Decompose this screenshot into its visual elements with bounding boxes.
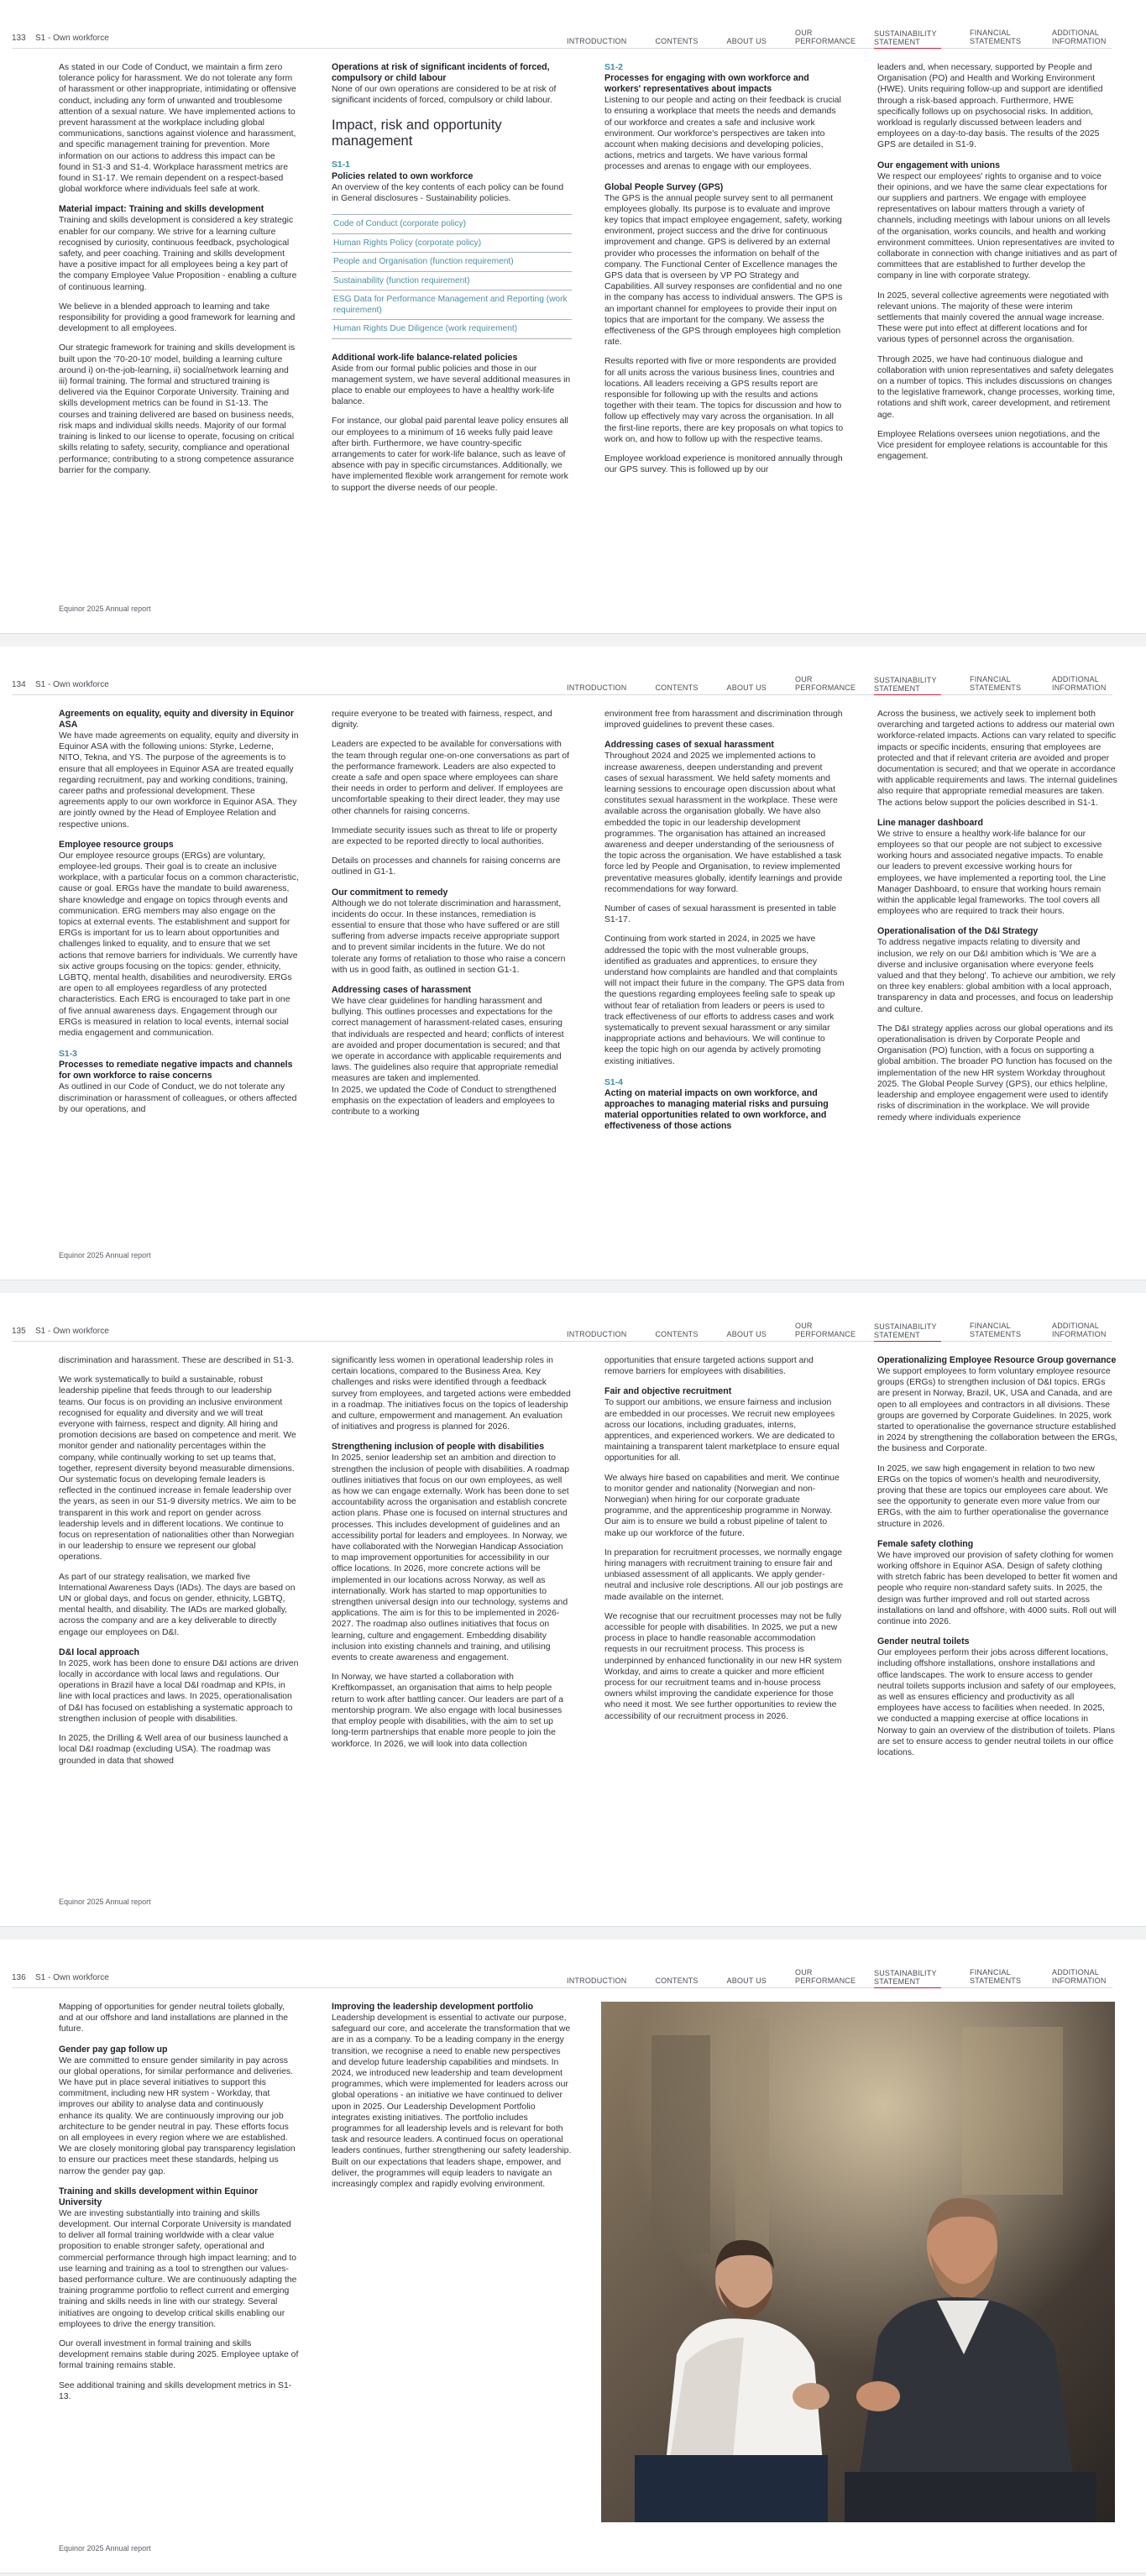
column-2 (332, 709, 572, 1118)
paragraph: In 2025, the Drilling & Well area of our business launched a local D&I roadmap (excluding USA). The roadmap was grounded in data that showed (59, 1734, 289, 1766)
paragraph: We have clear guidelines for handling harassment and bullying. This outlines processes and expectations for the correct management of harassment-related cases, ensuring that individuals are respected and heard; conflicts of interest are avoided and proper documentation is secured; and that we operate in accordance with applicable requirements and laws. The guidelines also require that appropriate remedial measures are taken and implemented. (332, 997, 564, 1084)
subheading: Additional work-life balance-related policies (332, 352, 518, 363)
page-header (12, 27, 1112, 49)
paragraph: Across the business, we actively seek to implement both overarching and targeted actions to address our material own workforce-related impacts. Actions can vary related to specific impacts or specific incidents, ensuring that employees are protected and that if relevant criteria are avoided and proper documentation is secured; and that we operate in accordance with applicable requirements and laws. The internal guidelines also require that appropriate remedial measures are taken. The actions below support the policies described in S1-1. (877, 709, 1117, 808)
nav-introduction[interactable]: INTRODUCTION (567, 1977, 627, 1985)
page-number: 136 (12, 1973, 26, 1982)
paragraph: To support our ambitions, we ensure fairness and inclusion are embedded in our processes. We recruit new employees across our locations, including graduates, interns, apprentices, and experienced workers. We are dedicated to maintaining a transparent talent marketplace to ensure equal opportunities for all. (604, 1398, 840, 1463)
subheading: Policies related to own workforce (332, 170, 474, 181)
column-2 (332, 1355, 572, 1750)
column-1 (59, 1355, 299, 1767)
disclosure-ref: S1-1 (332, 160, 350, 170)
page-footer: Equinor 2025 Annual report (59, 605, 151, 613)
leadership-photo (601, 2002, 1115, 2522)
paragraph: We have improved our provision of safety clothing for women working offshore in Equinor ASA. Design of safety clothing with stretch fabric has been developed to better fit women and people who require non-standard safety suits. In 2025, the design was further improved and roll out started across installations on land and offshore, with 4000 suits. Roll out will continue into 2026. (877, 1550, 1117, 1627)
paragraph: In preparation for recruitment processes, we normally engage hiring managers with recruitment training to ensure fair and unbiased assessment of all applicants. We apply gender-neutral and inclusive role descriptions. All our job postings are made available on the internet. (604, 1547, 844, 1602)
paragraph: We recognise that our recruitment processes may not be fully accessible for people with disabilities. In 2025, we put a new process in place to handle reasonable accommodation requests in our recruitment process. This process is underpinned by enhanced functionality in our new HR system Workday, and aims to create a quicker and more efficient process for our recruitment teams and in-house process owners whilst improving the candidate experience for those who need it most. We see further opportunities to review the accessibility of our recruitment process in 2026. (604, 1611, 842, 1721)
subheading: Improving the leadership development portfolio (332, 2002, 534, 2012)
policy-link[interactable]: Code of Conduct (corporate policy) (332, 214, 572, 234)
subheading: Our commitment to remedy (332, 887, 448, 898)
nav-about-us[interactable]: ABOUT US (726, 1977, 767, 1985)
policy-link[interactable]: People and Organisation (function requirement) (332, 253, 572, 272)
nav-financial-statements[interactable]: FINANCIAL STATEMENTS (970, 1968, 1022, 1985)
paragraph: We always hire based on capabilities and merit. We continue to monitor gender and nationality (Norwegian and non- Norwegian) when hiring for our corporate graduate programme, and the apprenticeship programme in Norway. Our aim is to ensure we build a robust pipeline of talent to make up our workforce of the future. (604, 1473, 840, 1538)
section-heading: Impact, risk and opportunity management (332, 118, 502, 149)
nav-our-performance[interactable]: OUR PERFORMANCE (795, 29, 856, 45)
column-1 (59, 62, 299, 476)
paragraph: Details on processes and channels for raising concerns are outlined in G1-1. (332, 856, 561, 877)
top-nav (538, 27, 1112, 49)
paragraph: require everyone to be treated with fairness, respect, and dignity. (332, 709, 552, 730)
paragraph: environment free from harassment and discrimination through improved guidelines to prevent these cases. (604, 709, 843, 730)
column-1 (59, 2002, 299, 2402)
paragraph: We are investing substantially into training and skills development. Our internal Corporate University is mandated to deliver all formal training worldwide with a clear value proposition to enable stronger safety, operational and commercial performance through high impact learning; and to use learning and training as a tool to strengthen our values-based performance culture. We are continuously adapting the training programme portfolio to reflect current and emerging training and skills needs in line with our strategy. Several initiatives are ongoing to develop critical skills enabling our employees to drive the energy transition. (59, 2208, 297, 2329)
top-nav (538, 1966, 1112, 1988)
nav-our-performance[interactable]: OUR PERFORMANCE (795, 675, 856, 692)
section-label: S1 - Own workforce (35, 1327, 109, 1336)
subheading: Fair and objective recruitment (604, 1386, 732, 1397)
nav-our-performance[interactable]: OUR PERFORMANCE (795, 1968, 856, 1985)
page-number: 134 (12, 680, 26, 689)
page-footer: Equinor 2025 Annual report (59, 1898, 151, 1906)
subheading: Addressing cases of sexual harassment (604, 740, 774, 751)
section-label: S1 - Own workforce (35, 1973, 109, 1982)
photo-two-men-talking (601, 2002, 1115, 2522)
subheading: Operations at risk of significant incidents of forced, compulsory or child labour (332, 62, 550, 83)
paragraph: In 2025, we updated the Code of Conduct to strengthened emphasis on the expectation of leaders and employees to contribute to a working (332, 1085, 557, 1118)
page-number: 135 (12, 1327, 26, 1336)
report-page-135 (0, 1293, 1146, 1927)
nav-additional-information[interactable]: ADDITIONAL INFORMATION (1052, 1968, 1107, 1985)
column-2 (332, 62, 572, 494)
nav-sustainability-statement[interactable]: SUSTAINABILITY STATEMENT (874, 1969, 941, 1988)
paragraph: Employee workload experience is monitored annually through our GPS survey. This is followed up by our (604, 454, 843, 475)
report-page-136 (0, 1940, 1146, 2573)
subheading: Gender neutral toilets (877, 1636, 970, 1647)
subheading: Global People Survey (GPS) (604, 181, 724, 192)
column-4 (877, 62, 1117, 463)
top-nav (538, 673, 1112, 695)
nav-introduction[interactable]: INTRODUCTION (567, 683, 627, 692)
policy-link[interactable]: Human Rights Due Diligence (work requirement) (332, 320, 572, 339)
paragraph: Employee Relations oversees union negotiations, and the Vice president for employee relations is accountable for this engagement. (877, 429, 1108, 462)
paragraph: As outlined in our Code of Conduct, we do not tolerate any discrimination or harassment of colleagues, or others affected by our operations, and (59, 1082, 297, 1114)
report-page-133 (0, 0, 1146, 634)
subheading: Acting on material impacts on own workforce, and approaches to managing material risks and pursuing material opportunities related to own workforce, and effectiveness of those actions (604, 1088, 829, 1132)
page-header (12, 673, 1112, 695)
top-nav (538, 1320, 1112, 1342)
paragraph: Leadership development is essential to activate our purpose, safeguard our core, and accelerate the transformation that we are in as a company. To be a leading company in the energy transition, we recognise a need to enable new perspectives and develop future leadership capabilities and mindsets. In 2024, we introduced new leadership and team development programmes, which were implemented for leaders across our global operations - an initiative we have continued to deliver upon in 2025. Our Leadership Development Portfolio integrates existing initiatives. The portfolio includes programmes for all leadership levels and is relevant for both task and resource leaders. A continued focus on operational leaders continues, further strengthening our safety leadership. Built on our expectations that leaders shape, empower, and deliver, the programmes will equip leaders to navigate an increasingly complex and rapidly evolving environment. (332, 2013, 572, 2190)
paragraph: Although we do not tolerate discrimination and harassment, incidents do occur. In these instances, remediation is essential to ensure that those who have suffered or are still suffering from adverse impacts receive appropriate support and to prevent similar incidents in the future. We do not tolerate any forms of retaliation to those who raise a concern with us in good faith, as outlined in section G1-1. (332, 898, 566, 975)
nav-our-performance[interactable]: OUR PERFORMANCE (795, 1322, 856, 1338)
paragraph: Results reported with five or more respondents are provided for all units across the various business lines, countries and locations. All leaders receiving a GPS results report are responsible for following up with the results and actions together with their team. The topics for discussion and how to follow up effectively may vary across the organisation. In all the first-line reports, there are key proposals on what topics to work on, and how to follow up with the respective teams. (604, 357, 844, 444)
paragraph: Aside from our formal public policies and those in our management system, we have several additional measures in place to enable our employees to have a healthy work-life balance. (332, 364, 571, 407)
page-header (12, 1320, 1112, 1342)
disclosure-ref: S1-2 (604, 63, 623, 72)
paragraph: We strive to ensure a healthy work-life balance for our employees so that our people are not subject to excessive working hours and associated negative impacts. To enable our leaders to prevent excessive working hours for employees, we have implemented a reporting tool, the Line Manager Dashboard, to ensure that working hours remain within the applicable legal frameworks. The tool covers all employees who are required to track their hours. (877, 829, 1107, 917)
paragraph: discrimination and harassment. These are described in S1-3. (59, 1356, 294, 1365)
paragraph: In 2025, we saw high engagement in relation to two new ERGs on the topics of women's health and neurodiversity, proving that these are topics our employees care about. We see the opportunity to generate even more value from our ERGs, with the aim to further operationalise the governance structure in 2026. (877, 1463, 1109, 1529)
nav-about-us[interactable]: ABOUT US (726, 37, 767, 45)
page-number: 133 (12, 34, 26, 43)
policy-link[interactable]: Human Rights Policy (corporate policy) (332, 234, 572, 254)
page-footer: Equinor 2025 Annual report (59, 2544, 151, 2552)
paragraph: Immediate security issues such as threat to life or property are expected to be reported directly to local authorities. (332, 825, 557, 847)
report-page-134 (0, 647, 1146, 1280)
nav-additional-information[interactable]: ADDITIONAL INFORMATION (1052, 29, 1107, 45)
subheading: Processes to remediate negative impacts and channels for own workforce to raise concerns (59, 1060, 293, 1081)
subheading: D&I local approach (59, 1647, 139, 1657)
paragraph: We are committed to ensure gender similarity in pay across our global operations, for similar performance and deliveries. We have put in place several initiatives to support this commitment, including new HR system - Workday, that improves our ability to analyse data and continuously enhance its quality. We are continuously improving our job architecture to be gender neutral in pay. These efforts focus on all employees in every region where we are established. We are closely monitoring global pay transparency legislation to ensure our practices meet these standards, helping us narrow the gender pay gap. (59, 2055, 296, 2176)
nav-about-us[interactable]: ABOUT US (726, 1330, 767, 1338)
subheading: Line manager dashboard (877, 817, 983, 828)
nav-sustainability-statement[interactable]: SUSTAINABILITY STATEMENT (874, 676, 941, 695)
paragraph: As stated in our Code of Conduct, we maintain a firm zero tolerance policy for harassment. We do not tolerate any form of harassment or other inappropriate, intimidating or offensive conduct, including any form of unwanted and troublesome attention of a sexual nature. We have implemented actions to prevent harassment at the workplace including global communications, sanctions against violence and harassment, and specific management training for prevention. More information on our actions to address this impact can be found in S1-3 and S1-4. Workplace harassment metrics are found in S1-17. We remain dependent on a respect-based global workforce where individuals feel safe at work. (59, 63, 296, 195)
paragraph: As part of our strategy realisation, we marked five International Awareness Days (IADs). The days are based on UN or global days, and focus on gender, ethnicity, LGBTQ, mental health, and disability. The IADs are marked globally, across the company and are a key deliverable to directly engage our employees on D&I. (59, 1572, 296, 1637)
subheading: Agreements on equality, equity and diversity in Equinor ASA (59, 709, 294, 730)
nav-introduction[interactable]: INTRODUCTION (567, 37, 627, 45)
paragraph: We support employees to form voluntary employee resource groups (ERGs) to strengthen inclusion of D&I topics. ERGs are present in Norway, Brazil, UK, USA and Canada, and are open to all employees and contractors in all divisions. These groups are governed by Corporate Guidelines. In 2025, work started to operationalise the governance structure established in 2024 by strengthening the collaboration between the ERGs, the business and Corporate. (877, 1367, 1117, 1454)
paragraph: Our overall investment in formal training and skills development remains stable during 2025. Employee uptake of formal training remains stable. (59, 2339, 299, 2371)
paragraph: An overview of the key contents of each policy can be found in General disclosures - Sustainability policies. (332, 182, 564, 203)
column-1 (59, 709, 299, 1115)
column-4 (877, 709, 1117, 1123)
column-4 (877, 1355, 1117, 1758)
paragraph: Listening to our people and acting on their feedback is crucial to ensuring a workplace that meets the needs and demands of our workforce and creates a safe and inclusive work environment. Our workforce's perspectives are taken into account when making decisions and developing policies, actions, metrics and targets. We have various formal processes and arenas to engage with our employees. (604, 96, 841, 172)
paragraph: We believe in a blended approach to learning and take responsibility for providing a good framework for learning and development to all employees. (59, 301, 296, 334)
subheading: Operationalizing Employee Resource Group governance (877, 1355, 1117, 1365)
paragraph: The D&I strategy applies across our global operations and its operationalisation is driven by Corporate People and Organisation (PO) function, with a focus on supporting a global ambition. The broader PO function has focused on the implementation of the new HR system Workday throughout 2025. The Global People Survey (GPS), our ethics helpline, leadership and employee engagement were used to identify risks of discrimination in the workplace. We will provide remedy where individuals experience (877, 1024, 1113, 1123)
nav-sustainability-statement[interactable]: SUSTAINABILITY STATEMENT (874, 29, 941, 49)
policy-link[interactable]: ESG Data for Performance Management and Reporting (work requirement) (332, 291, 572, 320)
subheading: Material impact: Training and skills development (59, 204, 264, 215)
paragraph: Training and skills development is considered a key strategic enabler for our company. We strive for a learning culture recognised by curiosity, continuous feedback, psychological safety, and peer coaching. Training and skills development have a positive impact for all employees being a key part of the company Employee Value Proposition - enabling a culture of continuous learning. (59, 216, 297, 292)
column-3 (604, 62, 845, 476)
paragraph: leaders and, when necessary, supported by People and Organisation (PO) and Health and Working Environment (HWE). Units requiring follow-up and support are identified through a risk-based approach. Furthermore, HWE specifically follows up on psychosocial risks. In addition, workload is regularly discussed between leaders and employees on a day-to-day basis. The results of the 2025 GPS are detailed in S1-9. (877, 63, 1103, 150)
paragraph: In 2025, work has been done to ensure D&I actions are driven locally in accordance with local laws and regulations. Our operations in Brazil have a local D&I roadmap and KPIs, in line with local practices and laws. In 2025, operationalisation of D&I has focused on establishing a systematic approach to strengthen inclusion of people with disabilities. (59, 1658, 299, 1724)
nav-introduction[interactable]: INTRODUCTION (567, 1330, 627, 1338)
subheading: Addressing cases of harassment (332, 985, 472, 996)
subheading: Processes for engaging with own workforce and workers' representatives about impacts (604, 73, 809, 95)
paragraph: Number of cases of sexual harassment is presented in table S1-17. (604, 904, 837, 925)
paragraph: None of our own operations are considered to be at risk of significant incidents of forced, compulsory or child labour. (332, 85, 557, 106)
paragraph: Our strategic framework for training and skills development is built upon the '70-20-10' model, building a learning culture around i) on-the-job-learning, ii) social/network learning and iii) formal training. The formal and structured training is delivered via the Equinor Corporate University. Training and skills development metrics can be found in S1-13. The courses and training delivered are based on business needs, risk maps and individual skills needs. Majority of our formal training is linked to our license to operate, focusing on critical skills relating to safety, security, compliance and operational performance; contributing to a strong competence assurance barrier for the company. (59, 343, 296, 475)
subheading: Employee resource groups (59, 839, 174, 850)
paragraph: We have made agreements on equality, equity and diversity in Equinor ASA with the following unions: Styrke, Lederne, NITO, Tekna, and YS. The purpose of the agreements is to ensure that all employees in Equinor ASA are treated equally regarding recruitment, pay and working conditions, training, career paths and professional development. These agreements apply to our own workforce in Equinor ASA. They are jointly owned by the Head of Employee Relation and respective unions. (59, 731, 299, 830)
disclosure-ref: S1-4 (604, 1077, 623, 1087)
nav-contents[interactable]: CONTENTS (655, 1330, 699, 1338)
paragraph: Through 2025, we have had continuous dialogue and collaboration with union representatives and safety delegates on a number of topics. This includes discussions on changes to the legislative framework, change processes, working time, rotations and shift work, career development, and retirement age. (877, 354, 1115, 420)
paragraph: In 2025, senior leadership set an ambition and direction to strengthen the inclusion of people with disabilities. A roadmap outlines initiatives that focus on our own employees, as well as how we can engage externally. Work has been done to set accountability across the organisation and establish concrete action plans. Phase one is focused on internal structures and processes. This includes development of guidelines and an accessibility portal for leaders and employees. In Norway, we have collaborated with the Norwegian Handicap Association to map improvement opportunities for accessibility in our office locations. In 2026, more concrete actions will be implemented in our locations across Norway, as well as internationally. Work has started to map opportunities to strengthen universal design into our technology, systems and applications. The aim is for this to be implemented in 2026-2027. The roadmap also outlines initiatives that focus on learning, culture and engagement. Embedding disability inclusion into existing channels and training, and utilising events to create awareness and engagement. (332, 1453, 570, 1663)
column-2 (332, 2002, 572, 2190)
paragraph: In Norway, we have started a collaboration with Kreftkompasset, an organisation that aims to help people return to work after battling cancer. Our leaders are part of a mentorship program. We also engage with local businesses that employ people with disabilities, with the aim to set up long-term partnerships that enable more people to join the workforce. In 2026, we will look into data collection (332, 1673, 564, 1749)
page-footer: Equinor 2025 Annual report (59, 1251, 151, 1259)
nav-contents[interactable]: CONTENTS (655, 683, 699, 692)
nav-contents[interactable]: CONTENTS (655, 1977, 699, 1985)
subheading: Female safety clothing (877, 1538, 974, 1549)
column-3 (604, 1355, 845, 1722)
policy-link[interactable]: Sustainability (function requirement) (332, 272, 572, 291)
paragraph: Leaders are expected to be available for conversations with the team through regular one-on-one conversations as part of the performance framework. Leaders are also expected to create a safe and open space where employees can share their needs in order to perform and deliver. If employees are uncomfortable speaking to their direct leader, they may use other channels for raising concerns. (332, 740, 570, 816)
subheading: Gender pay gap follow up (59, 2044, 168, 2055)
subheading: Operationalisation of the D&I Strategy (877, 926, 1039, 937)
nav-additional-information[interactable]: ADDITIONAL INFORMATION (1052, 675, 1107, 692)
subheading: Our engagement with unions (877, 160, 1000, 170)
policy-links (332, 214, 572, 339)
paragraph: opportunities that ensure targeted actions support and remove barriers for employees with disabilities. (604, 1356, 814, 1377)
nav-financial-statements[interactable]: FINANCIAL STATEMENTS (970, 1322, 1022, 1338)
section-label: S1 - Own workforce (35, 680, 109, 689)
page-header (12, 1966, 1112, 1988)
paragraph: Continuing from work started in 2024, in 2025 we have addressed the topic with the most vulnerable groups, identified as graduates and apprentices, to ensure they understand how complaints are handled and that complaints will not impact their future in the company. The GPS data from the questions regarding employees feeling safe to speak up without fear of retaliation from leaders or peers is used to track effectiveness of our efforts to address cases and work systematically to prevent sexual harassment or any similar inappropriate actions and behaviours. We will continue to keep the topic high on our agenda by actively promoting existing initiatives. (604, 935, 845, 1066)
paragraph: significantly less women in operational leadership roles in certain locations, compared to the Business Area. Key challenges and risks were identified through a feedback survey from employees, and targeted actions were embedded in a roadmap. The initiatives focus on the topics of leadership and culture, empowerment and management. An evaluation of initiatives and progress is planned for 2026. (332, 1356, 571, 1432)
paragraph: To address negative impacts relating to diversity and inclusion, we rely on our D&I ambition which is 'We are a diverse and inclusive organisation where everyone feels valued and that they belong'. To achieve our ambition, we rely on three key enablers: global ambition with a local approach, transparency in data and processes, and focus on leadership and culture. (877, 938, 1116, 1014)
nav-financial-statements[interactable]: FINANCIAL STATEMENTS (970, 675, 1022, 692)
nav-financial-statements[interactable]: FINANCIAL STATEMENTS (970, 29, 1022, 45)
nav-sustainability-statement[interactable]: SUSTAINABILITY STATEMENT (874, 1322, 941, 1342)
column-3 (604, 709, 845, 1132)
nav-contents[interactable]: CONTENTS (655, 37, 699, 45)
paragraph: We respect our employees' rights to organise and to voice their opinions, and we have the same clear expectations for our suppliers and partners. We engage with employee representatives on labour matters through a variety of channels, including meetings with labour unions on all levels of the organisation, works councils, and health and working environment committees. Union representatives are invited to collaborate in connection with change initiatives and as part of committees that are established to further develop the company in line with corporate strategy. (877, 171, 1117, 281)
paragraph: For instance, our global paid parental leave policy ensures all our employees to a minimum of 16 weeks fully paid leave after birth. Furthermore, we have country-specific arrangements to cater for work-life balance, such as leave of absence with pay in specific circumstances. Additionally, we have implemented flexible work arrangement for remote work to support the diverse needs of our people. (332, 416, 568, 493)
paragraph: Mapping of opportunities for gender neutral toilets globally, and at our offshore and land installations are planned in the future. (59, 2003, 289, 2034)
paragraph: Throughout 2024 and 2025 we implemented actions to increase awareness, deepen understanding and prevent cases of sexual harassment. We held safety moments and learning sessions to encourage open discussion about what constitutes sexual harassment in the workplace. These were available across the organisation globally. We have also embedded the topic in our leadership development programmes. The organisation has attained an increased awareness and deeper understanding of the seriousness of the topic across the organisation. We have established a task force led by People and Organisation, to review implemented preventative measures globally, identify learnings and provide recommendations for way forward. (604, 751, 843, 894)
nav-additional-information[interactable]: ADDITIONAL INFORMATION (1052, 1322, 1107, 1338)
paragraph: The GPS is the annual people survey sent to all permanent employees globally. Its purpose is to evaluate and improve key topics that impact employee engagement, safety, working environment, project success and the drive for continuous improvement and change. GPS is delivered by an external provider who processes the information on behalf of the company. The Functional Center of Excellence manages the GPS data that is overseen by VP PO Strategy and Capabilities. All survey responses are confidential and no one in the company has access to individual answers. The GPS is an important channel for employees to provide their input on topics that are important for the company. We assess the effectiveness of the GPS through employees high completion rate. (604, 193, 843, 348)
paragraph: Our employees perform their jobs across different locations, including offshore installations, onshore installations and office landscapes. The work to ensure access to gender neutral toilets supports inclusion and safety of our employees, as well as ensures efficiency and productivity as all employees have access to facilities when needed. In 2025, we conducted a mapping exercise at office locations in Norway to gain an overview of the distribution of toilets. Plans are set to ensure access to gender neutral toilets in our office locations. (877, 1648, 1117, 1758)
paragraph: See additional training and skills development metrics in S1-13. (59, 2380, 292, 2401)
subheading: Strengthening inclusion of people with disabilities (332, 1442, 545, 1453)
paragraph: We work systematically to build a sustainable, robust leadership pipeline that feeds through to our leadership teams. Our focus is on providing an inclusive environment recognised for equality and diversity and we will treat everyone with fairness, respect and dignity. All hiring and promotion decisions are based on competence and merit. We monitor gender and nationality percentages within the company, while continually working to set up teams that, together, represent diversity beyond measurable dimensions. Our systematic focus on developing female leaders is reflected in the continued increase in female leadership over the years, as seen in our S1-9 diversity metrics. We aim to be transparent in this work and report on gender across leadership levels and in different locations. We continue to focus on representation of nationalities other than Norwegian in our leadership to ensure we represent our global operations. (59, 1375, 296, 1563)
subheading: Training and skills development within Equinor University (59, 2186, 259, 2207)
disclosure-ref: S1-3 (59, 1050, 77, 1060)
paragraph: In 2025, several collective agreements were negotiated with relevant unions. The majority of these were interim settlements that mainly covered the annual wage increase. These were put into effect at different locations and for various types of personnel across the organisation. (877, 291, 1109, 345)
section-label: S1 - Own workforce (35, 34, 109, 43)
nav-about-us[interactable]: ABOUT US (726, 683, 767, 692)
paragraph: Our employee resource groups (ERGs) are voluntary, employee-led groups. Their goal is to create an inclusive workplace, with a particular focus on a common characteristic, cause or goal. ERGs have the mandate to build awareness, share knowledge and engage on topics through events and communication. ERG members may also engage on the topics at external events. The establishment and support for ERGs is important for us to learn about opportunities and challenges linked to equality, and to ensure that we set actions that remove barriers for individuals. We currently have six active groups focusing on the topics: gender, ethnicity, LGBTQ, mental health, disabilities and neurodiversity. ERGs are open to all employees regardless of any protected characteristics. Each ERG is encouraged to take part in one of five annual awareness days. Engagement through our ERGs is measured in relation to local events, internal social media engagement and communication. (59, 851, 299, 1039)
